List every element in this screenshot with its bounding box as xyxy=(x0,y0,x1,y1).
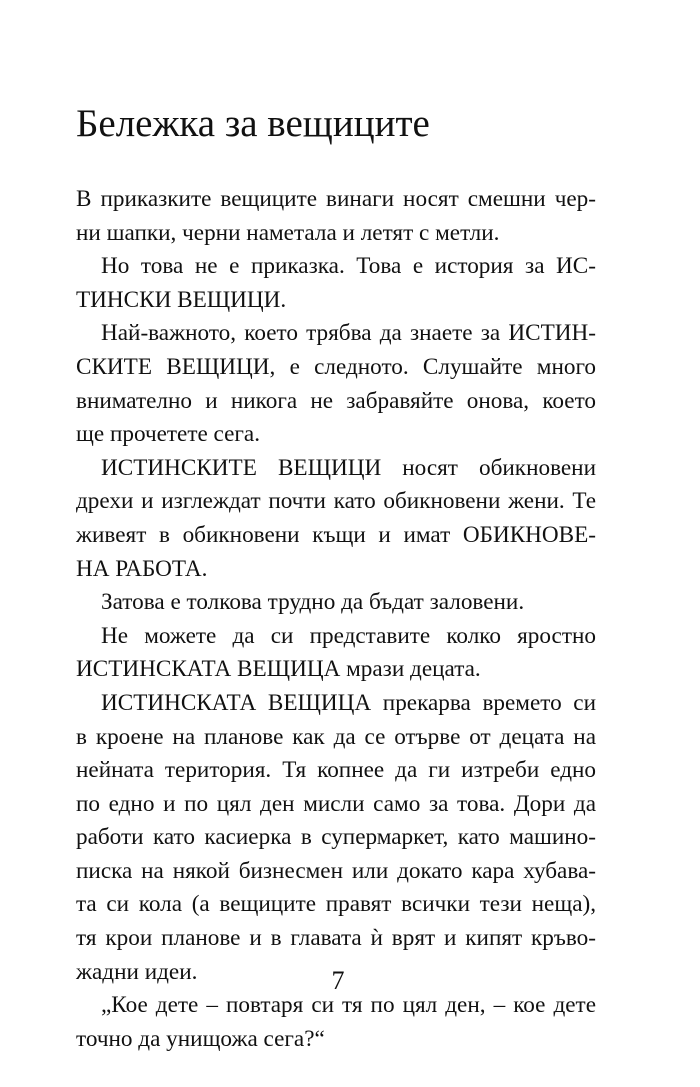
text-line: Най-важното, което трябва да знаете за ИСТИН- xyxy=(101,320,596,347)
text-line: НА РАБОТА. xyxy=(76,555,208,582)
text-line: жадни идеи. xyxy=(76,958,198,985)
text-line: дрехи и изглеждат почти като обикновени жени. Те xyxy=(76,488,596,515)
text-line: ИСТИНСКАТА ВЕЩИЦА прекарва времето си xyxy=(101,689,596,716)
text-line: работи като касиерка в супермаркет, като машино- xyxy=(76,824,596,851)
text-line: та си кола (а вещиците правят всички тези неща), xyxy=(76,891,596,918)
paragraph xyxy=(76,317,596,451)
text-line: тя крои планове и в главата ѝ врят и кипят кръво- xyxy=(76,925,596,952)
chapter-title: Бележка за вещиците xyxy=(76,102,430,145)
text-line: в кроене на планове как да се отърве от децата на xyxy=(76,723,596,750)
paragraph xyxy=(76,989,596,1056)
paragraph xyxy=(76,687,596,989)
text-line: внимателно и никога не забравяйте онова, което xyxy=(76,387,596,414)
text-line: Не можете да си представите колко яростно xyxy=(101,622,596,649)
paragraph xyxy=(76,250,596,317)
text-line: ИСТИНСКИТЕ ВЕЩИЦИ носят обикновени xyxy=(101,454,596,481)
text-line: Затова е толкова трудно да бъдат заловени. xyxy=(101,589,525,616)
text-line: ще прочетете сега. xyxy=(76,421,261,448)
text-line: писка на някой бизнесмен или докато кара хубава- xyxy=(76,857,596,884)
page-number: 7 xyxy=(331,966,345,995)
text-line: В приказките вещиците винаги носят смешни чер- xyxy=(76,186,596,212)
paragraph xyxy=(76,586,596,620)
text-line: СКИТЕ ВЕЩИЦИ, е следното. Слушайте много xyxy=(76,353,596,380)
text-line: Но това не е приказка. Това е история за ИС- xyxy=(101,253,596,280)
paragraph xyxy=(76,620,596,687)
text-line: по едно и по цял ден мисли само за това. Дори да xyxy=(76,790,596,817)
text-line: ни шапки, черни наметала и летят с метли. xyxy=(76,219,500,246)
text-line: ИСТИНСКАТА ВЕЩИЦА мрази децата. xyxy=(76,656,481,683)
text-line: живеят в обикновени къщи и имат ОБИКНОВЕ- xyxy=(76,521,596,548)
text-line: нейната територия. Тя копнее да ги изтреби едно xyxy=(76,757,596,784)
text-line: ТИНСКИ ВЕЩИЦИ. xyxy=(76,286,287,313)
text-line: „Кое дете – повтаря си тя по цял ден, – кое дете xyxy=(101,992,596,1019)
paragraph xyxy=(76,452,596,586)
text-line: точно да унищожа сега?“ xyxy=(76,1025,325,1052)
paragraph xyxy=(76,183,596,250)
body-text xyxy=(76,183,596,1056)
